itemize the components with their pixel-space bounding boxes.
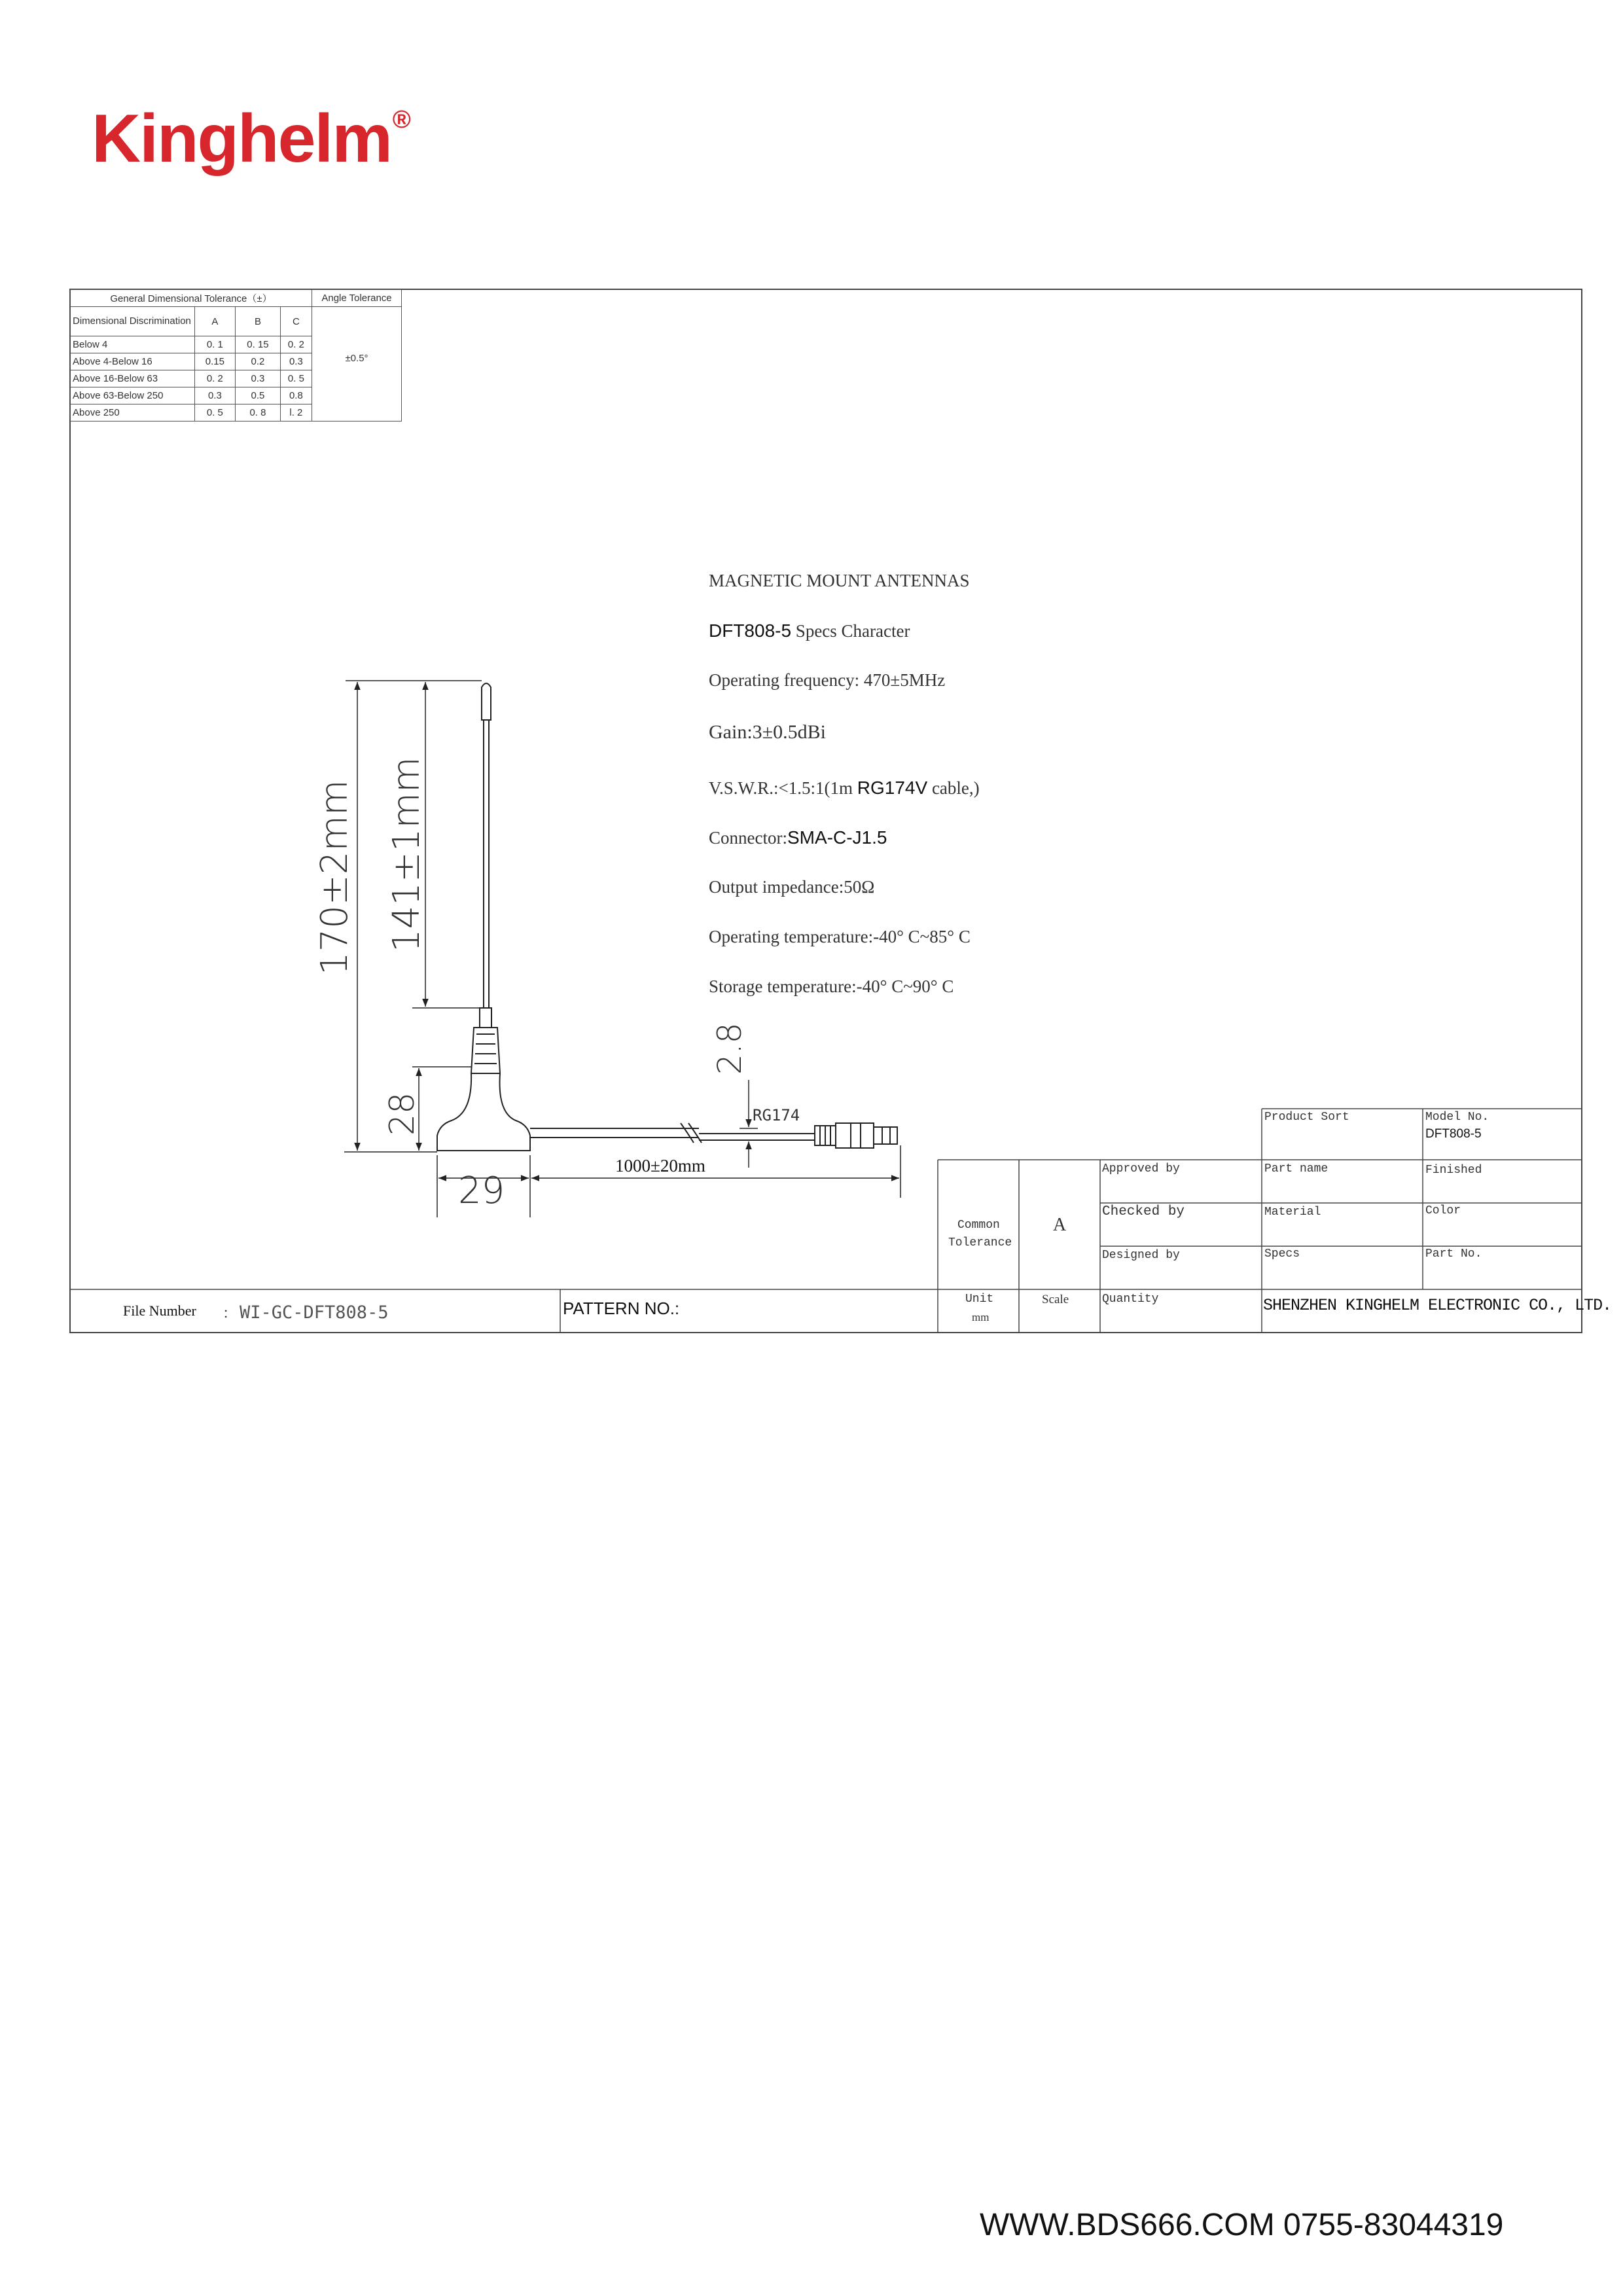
spec-frequency: Operating frequency: 470±5MHz — [709, 670, 946, 690]
part-no-label: Part No. — [1425, 1247, 1482, 1261]
table-row: Above 16-Below 63 0. 2 0.3 0. 5 — [71, 370, 402, 387]
designed-by-label: Designed by — [1102, 1249, 1180, 1262]
col-c-header: C — [280, 307, 312, 336]
spec-model: DFT808-5 — [709, 620, 792, 641]
spec-storage-temp: Storage temperature:-40° C~90° C — [709, 977, 954, 996]
kinghelm-logo: Kinghelm® — [92, 101, 410, 177]
col-a-header: A — [194, 307, 236, 336]
product-sort-label: Product Sort — [1264, 1111, 1349, 1124]
scale-label: Scale — [1042, 1293, 1069, 1306]
spec-title: MAGNETIC MOUNT ANTENNAS — [709, 571, 970, 590]
whip-tip — [482, 683, 491, 720]
unit-label: Unit — [965, 1293, 994, 1306]
specs-label: Specs — [1264, 1247, 1300, 1261]
col-b-header: B — [236, 307, 281, 336]
angle-tolerance-header: Angle Tolerance — [312, 290, 402, 307]
finished-label: Finished — [1425, 1164, 1482, 1177]
company-name: SHENZHEN KINGHELM ELECTRONIC CO., LTD. — [1263, 1296, 1612, 1315]
dim-base-width-label: 29 — [458, 1170, 505, 1212]
file-number-value: WI-GC-DFT808-5 — [240, 1302, 389, 1323]
approved-by-label: Approved by — [1102, 1162, 1180, 1175]
dim-cable-dia-label: 2.8 — [711, 1022, 749, 1075]
checked-by-label: Checked by — [1102, 1204, 1185, 1219]
common-tolerance-label-1: Common — [957, 1219, 1000, 1232]
footer-contact: WWW.BDS666.COM 0755-83044319 — [980, 2208, 1504, 2242]
pattern-no-label: PATTERN NO.: — [563, 1299, 680, 1318]
file-number-label: File Number — [123, 1302, 196, 1319]
spec-impedance: Output impedance:50Ω — [709, 877, 875, 897]
table-row: Above 250 0. 5 0. 8 l. 2 — [71, 404, 402, 422]
dim-whip-label: 141±1mm — [385, 757, 428, 952]
model-no-value: DFT808-5 — [1425, 1127, 1482, 1141]
spec-gain: Gain:3±0.5dBi — [709, 721, 826, 743]
table-row: Below 4 0. 1 0. 15 0. 2 — [71, 336, 402, 353]
dim-base-height-label: 28 — [383, 1092, 422, 1136]
dim-total-label: 170±2mm — [313, 780, 356, 975]
spec-operating-temp: Operating temperature:-40° C~85° C — [709, 927, 971, 946]
part-name-label: Part name — [1264, 1162, 1329, 1175]
quantity-label: Quantity — [1102, 1293, 1159, 1306]
tolerance-header: General Dimensional Tolerance（±） — [71, 290, 312, 307]
tolerance-grade: A — [1053, 1215, 1067, 1235]
dimension-column-header: Dimensional Discrimination — [71, 307, 195, 336]
table-row: Above 4-Below 16 0.15 0.2 0.3 — [71, 353, 402, 370]
table-row: Above 63-Below 250 0.3 0.5 0.8 — [71, 387, 402, 404]
magnetic-base — [437, 1073, 530, 1151]
file-number-separator: ： — [223, 1305, 238, 1321]
dim-cable-length-label: 1000±20mm — [615, 1156, 705, 1175]
common-tolerance-label-2: Tolerance — [948, 1236, 1012, 1249]
color-label: Color — [1425, 1204, 1461, 1217]
material-label: Material — [1264, 1206, 1321, 1219]
unit-value: mm — [972, 1311, 990, 1323]
angle-tolerance-value: ±0.5° — [312, 307, 402, 422]
cable-label: RG174 — [753, 1106, 800, 1124]
spec-connector: Connector:SMA-C-J1.5 — [709, 827, 887, 848]
spec-vswr: V.S.W.R.:<1.5:1(1m RG174V cable,) — [709, 778, 980, 798]
spec-model-line: DFT808-5 Specs Character — [709, 620, 910, 641]
model-no-label: Model No. — [1425, 1111, 1489, 1124]
